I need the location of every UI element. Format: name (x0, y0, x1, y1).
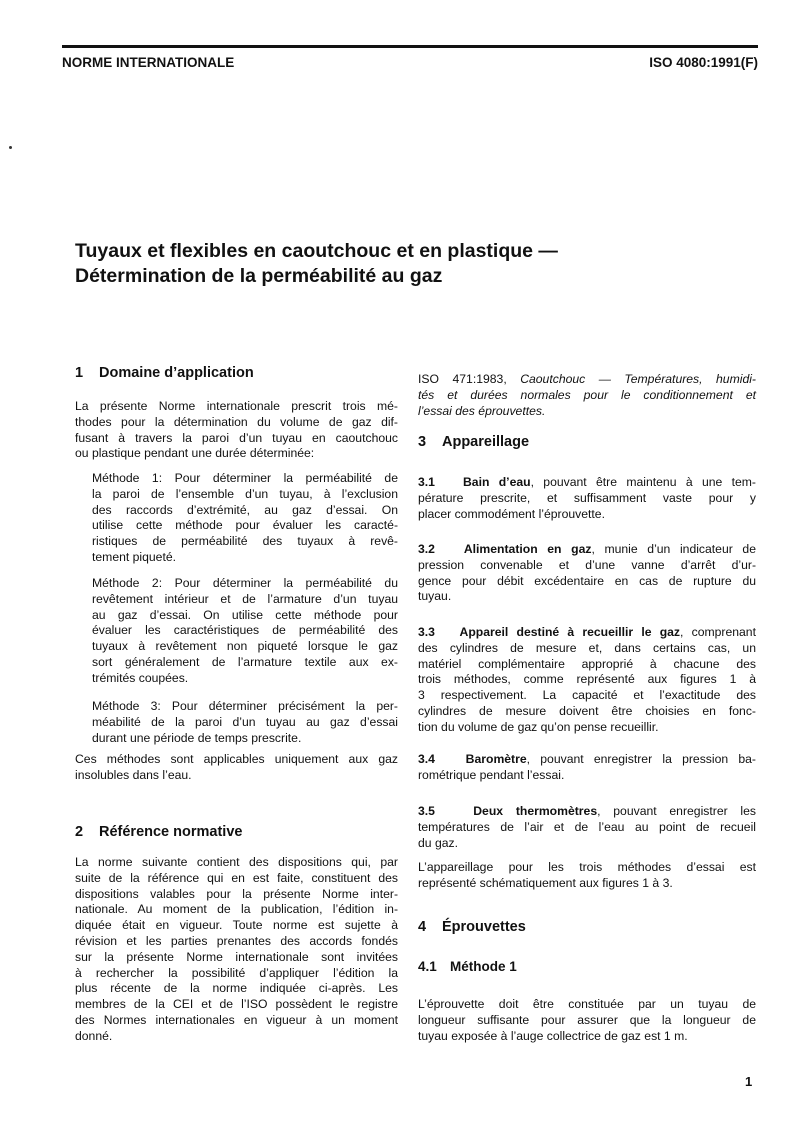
text-line: matériel complémentaire approprié à chacune des (418, 656, 756, 671)
clause-number: 3.3 (418, 625, 435, 639)
section-1-heading (75, 364, 254, 382)
text-line: représenté schématiquement aux figures 1 à 3. (418, 875, 673, 890)
clause-number: 3.1 (418, 475, 435, 489)
text-line: méabilité de la paroi d’un tuyau au gaz d’essai (92, 714, 398, 729)
text-line: placer commodément l’éprouvette. (418, 506, 605, 521)
text-line: du gaz. (418, 835, 458, 850)
clause-text: , pouvant enregistrer la pression ba- (526, 752, 756, 766)
text-line: tion du volume de gaz qu’on pense recueillir. (418, 719, 659, 734)
clause-text: , pouvant enregistrer les (597, 804, 756, 818)
text-line (418, 372, 756, 388)
section-2-heading (75, 823, 242, 841)
text-line: insolubles dans l’eau. (75, 767, 192, 782)
reference-title: Caoutchouc — Températures, humidi- (520, 372, 756, 386)
reference-iso-471 (418, 372, 756, 419)
text-line: pérature prescrite, et suffisamment vaste pour y (418, 490, 756, 505)
clause-text: , comprenant (680, 625, 756, 639)
clause-term: Baromètre (465, 752, 527, 766)
scan-speck (9, 146, 12, 149)
reference-code: ISO 471:1983, (418, 372, 521, 386)
section-title: Référence normative (99, 824, 243, 840)
text-line: suite de la référence qui en est faite, constituent des (75, 870, 398, 885)
text-line (418, 804, 756, 820)
clause-3-4 (418, 752, 756, 784)
clause-3-1 (418, 475, 756, 522)
text-line: La présente Norme internationale prescrit trois mé- (75, 399, 398, 413)
section-title: Éprouvettes (442, 919, 526, 935)
section-title: Domaine d’application (99, 365, 254, 381)
clause-text: , munie d’un indicateur de (591, 542, 756, 556)
text-line: durant une période de temps prescrite. (92, 730, 302, 745)
document-title (75, 239, 558, 289)
text-line: trémités coupées. (92, 670, 189, 685)
reference-title: l’essai des éprouvettes. (418, 403, 546, 418)
clause-number: 3.2 (418, 542, 435, 556)
text-line: tuyau exposée à l’auge collectrice de gaz est 1 m. (418, 1028, 688, 1043)
clause-text: , pouvant être maintenu à une tem- (530, 475, 756, 489)
subsection-title: Méthode 1 (450, 959, 517, 974)
title-line: Détermination de la perméabilité au gaz (75, 265, 443, 287)
clause-3-3 (418, 625, 756, 736)
text-line: nationale. Au moment de la publication, l’édition in- (75, 902, 398, 917)
subsection-4-1-heading (418, 958, 517, 975)
section-title: Appareillage (442, 434, 530, 450)
text-line: des cylindres de mesure et, dans certains cas, un (418, 640, 756, 655)
section-number: 3 (418, 434, 427, 450)
text-line (418, 475, 756, 491)
text-line: Ces méthodes sont applicables uniquement aux gaz (75, 752, 398, 766)
clause-term: Deux thermomètres (473, 804, 598, 818)
text-line: cylindres de mesure doivent être choisies en fonc- (418, 703, 756, 718)
text-line: utilise cette méthode pour évaluer les caracté- (92, 518, 398, 533)
text-line: Méthode 2: Pour déterminer la perméabilité du (92, 576, 398, 590)
text-line: pression convenable et d’une vanne d’arrêt d’ur- (418, 557, 756, 572)
paragraph-apparatus-figures (418, 860, 756, 892)
document-type: NORME INTERNATIONALE (62, 55, 235, 70)
text-line (418, 542, 756, 558)
text-line: au gaz d’essai. On utilise cette méthode pour (92, 607, 398, 622)
section-number: 1 (75, 365, 84, 381)
text-line: évaluer les caractéristiques de perméabilité des (92, 623, 398, 638)
paragraph-applicability (75, 752, 398, 784)
text-line: Méthode 3: Pour déterminer précisément la per- (92, 699, 398, 713)
document-number: ISO 4080:1991(F) (649, 55, 758, 70)
header-rule (62, 45, 758, 48)
reference-title: tés et durées normales pour le conditionnement et (418, 387, 756, 402)
text-line (418, 752, 756, 768)
text-line: tuyau. (418, 589, 452, 604)
paragraph-scope (75, 399, 398, 462)
paragraph-test-piece (418, 997, 756, 1044)
clause-number: 3.4 (418, 752, 435, 766)
paragraph-method-2 (92, 576, 398, 687)
text-line: tuyaux à revêtement non piqueté lorsque le gaz (92, 639, 398, 654)
text-line: rométrique pendant l’essai. (418, 767, 565, 782)
text-line: températures de l’air et de l’eau au point de recueil (418, 819, 756, 834)
section-number: 4 (418, 919, 427, 935)
text-line: revêtement intérieur et de l’armature d’un tuyau (92, 591, 398, 606)
text-line: membres de la CEI et de l’ISO possèdent le registre (75, 997, 398, 1012)
text-line (418, 625, 756, 641)
clause-3-5 (418, 804, 756, 851)
paragraph-method-3 (92, 699, 398, 746)
clause-number: 3.5 (418, 804, 435, 818)
subsection-number: 4.1 (418, 959, 437, 974)
clause-term: Alimentation en gaz (463, 542, 592, 556)
text-line: sort généralement de l’armature textile aux ex- (92, 654, 398, 669)
text-line: fusant à travers la paroi d’un tuyau en caoutchouc (75, 430, 398, 445)
clause-term: Appareil destiné à recueillir le gaz (459, 625, 681, 639)
text-line: longueur suffisante pour assurer que la longueur de (418, 1012, 756, 1027)
text-line: des raccords d’extrémité, au gaz d’essai. On (92, 502, 398, 517)
text-line: L’éprouvette doit être constituée par un tuyau de (418, 997, 756, 1011)
text-line: des Normes internationales en vigueur à un moment (75, 1012, 398, 1027)
text-line: dispositions valables pour la présente Norme inter- (75, 886, 398, 901)
text-line: à rechercher la possibilité d’appliquer l’édition la (75, 965, 398, 980)
text-line: ristiques de perméabilité des tuyaux à revê- (92, 534, 398, 549)
text-line: diquée était en vigueur. Toute norme est sujette à (75, 918, 398, 933)
text-line: plus récente de la norme indiquée ci-après. Les (75, 981, 398, 996)
text-line: gence pour débit excédentaire en cas de rupture du (418, 573, 756, 588)
text-line: tement piqueté. (92, 549, 177, 564)
title-line: Tuyaux et flexibles en caoutchouc et en plastique — (75, 240, 558, 262)
text-line: révision et les parties prenantes des accords fondés (75, 933, 398, 948)
section-number: 2 (75, 824, 84, 840)
clause-term: Bain d’eau (462, 475, 531, 489)
section-4-heading (418, 918, 526, 936)
text-line: 3 respectivement. La capacité et l’exactitude des (418, 688, 756, 703)
text-line: Méthode 1: Pour déterminer la perméabilité de (92, 471, 398, 485)
text-line: thodes pour la détermination du volume de gaz dif- (75, 414, 398, 429)
page-number: 1 (745, 1074, 753, 1089)
text-line: donné. (75, 1028, 113, 1043)
text-line: L’appareillage pour les trois méthodes d’essai est (418, 860, 756, 874)
clause-3-2 (418, 542, 756, 605)
text-line: trois méthodes, comme représenté aux figures 1 à (418, 672, 756, 687)
text-line: ou plastique pendant une durée déterminée: (75, 446, 315, 461)
text-line: La norme suivante contient des dispositions qui, par (75, 855, 398, 869)
text-line: sur la présente Norme internationale sont invitées (75, 949, 398, 964)
paragraph-method-1 (92, 471, 398, 566)
text-line: la paroi de l’ensemble d’un tuyau, à l’exclusion (92, 486, 398, 501)
section-3-heading (418, 433, 529, 451)
paragraph-normative-reference (75, 855, 398, 1045)
